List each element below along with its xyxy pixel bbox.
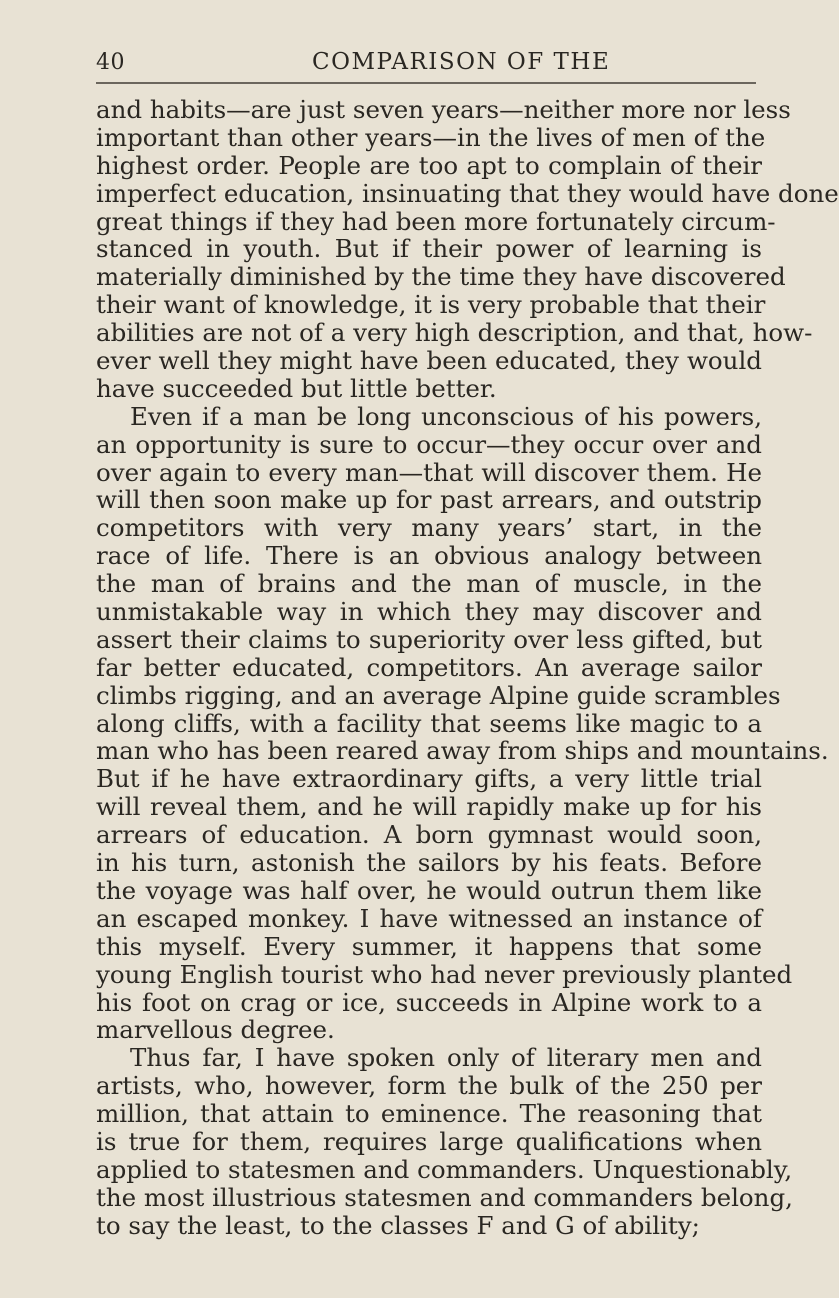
text-line: the voyage was half over, he would outrun them like bbox=[96, 875, 762, 905]
text-line: to say the least, to the classes F and G of ability; bbox=[96, 1210, 700, 1240]
text-line: arrears of education. A born gymnast would soon, bbox=[96, 820, 762, 850]
text-line: will reveal them, and he will rapidly make up for his bbox=[96, 792, 762, 822]
text-line: is true for them, requires large qualifications when bbox=[96, 1126, 762, 1156]
text-line: important than other years—in the lives of men of the bbox=[96, 122, 766, 152]
text-line: far better educated, competitors. An average sailor bbox=[96, 652, 762, 682]
text-line: the most illustrious statesmen and commanders belong, bbox=[96, 1182, 793, 1212]
text-line: an opportunity is sure to occur—they occur over and bbox=[96, 429, 762, 459]
text-line: over again to every man—that will discover them. He bbox=[96, 457, 762, 487]
text-line: imperfect education, insinuating that they would have done bbox=[96, 178, 839, 208]
text-line: will then soon make up for past arrears, and outstrip bbox=[96, 485, 762, 515]
text-line: young English tourist who had never previously planted bbox=[96, 959, 793, 989]
text-line: ever well they might have been educated, they would bbox=[96, 346, 762, 376]
text-line: man who has been reared away from ships and mountains. bbox=[96, 736, 829, 766]
running-head: COMPARISON OF THE bbox=[312, 49, 611, 75]
text-line: this myself. Every summer, it happens that some bbox=[96, 931, 762, 961]
text-line: But if he have extraordinary gifts, a very little trial bbox=[96, 764, 762, 794]
page-header bbox=[96, 48, 756, 84]
text-line: Even if a man be long unconscious of his powers, bbox=[130, 401, 762, 431]
text-line: their want of knowledge, it is very probable that their bbox=[96, 290, 766, 320]
text-line: the man of brains and the man of muscle, in the bbox=[96, 569, 762, 599]
text-line: along cliffs, with a facility that seems like magic to a bbox=[96, 708, 762, 738]
text-line: race of life. There is an obvious analogy between bbox=[96, 541, 762, 571]
text-line: artists, who, however, form the bulk of the 250 per bbox=[96, 1071, 762, 1101]
text-line: stanced in youth. But if their power of learning is bbox=[96, 234, 762, 264]
paragraph bbox=[96, 401, 829, 1045]
text-line: great things if they had been more fortunately circum- bbox=[96, 206, 776, 236]
paragraph bbox=[96, 95, 839, 403]
text-line: applied to statesmen and commanders. Unquestionably, bbox=[96, 1154, 793, 1184]
paragraph bbox=[96, 1043, 793, 1240]
text-line: marvellous degree. bbox=[96, 1015, 335, 1045]
page-number: 40 bbox=[96, 50, 125, 75]
text-line: materially diminished by the time they have discovered bbox=[96, 262, 786, 292]
text-line: competitors with very many years’ start, in the bbox=[96, 513, 762, 543]
text-line: assert their claims to superiority over less gifted, but bbox=[96, 624, 762, 654]
text-line: highest order. People are too apt to complain of their bbox=[96, 150, 762, 180]
text-line: and habits—are just seven years—neither more nor less bbox=[96, 95, 791, 124]
text-line: unmistakable way in which they may discover and bbox=[96, 597, 762, 627]
text-line: Thus far, I have spoken only of literary men and bbox=[130, 1043, 762, 1073]
text-line: in his turn, astonish the sailors by his feats. Before bbox=[96, 848, 762, 878]
text-line: have succeeded but little better. bbox=[96, 373, 497, 403]
text-line: an escaped monkey. I have witnessed an instance of bbox=[96, 903, 762, 933]
text-line: abilities are not of a very high description, and that, how- bbox=[96, 318, 813, 348]
text-line: million, that attain to eminence. The reasoning that bbox=[96, 1099, 762, 1129]
text-line: his foot on crag or ice, succeeds in Alpine work to a bbox=[96, 987, 762, 1017]
text-line: climbs rigging, and an average Alpine guide scrambles bbox=[96, 680, 781, 710]
body-text bbox=[96, 95, 839, 1240]
